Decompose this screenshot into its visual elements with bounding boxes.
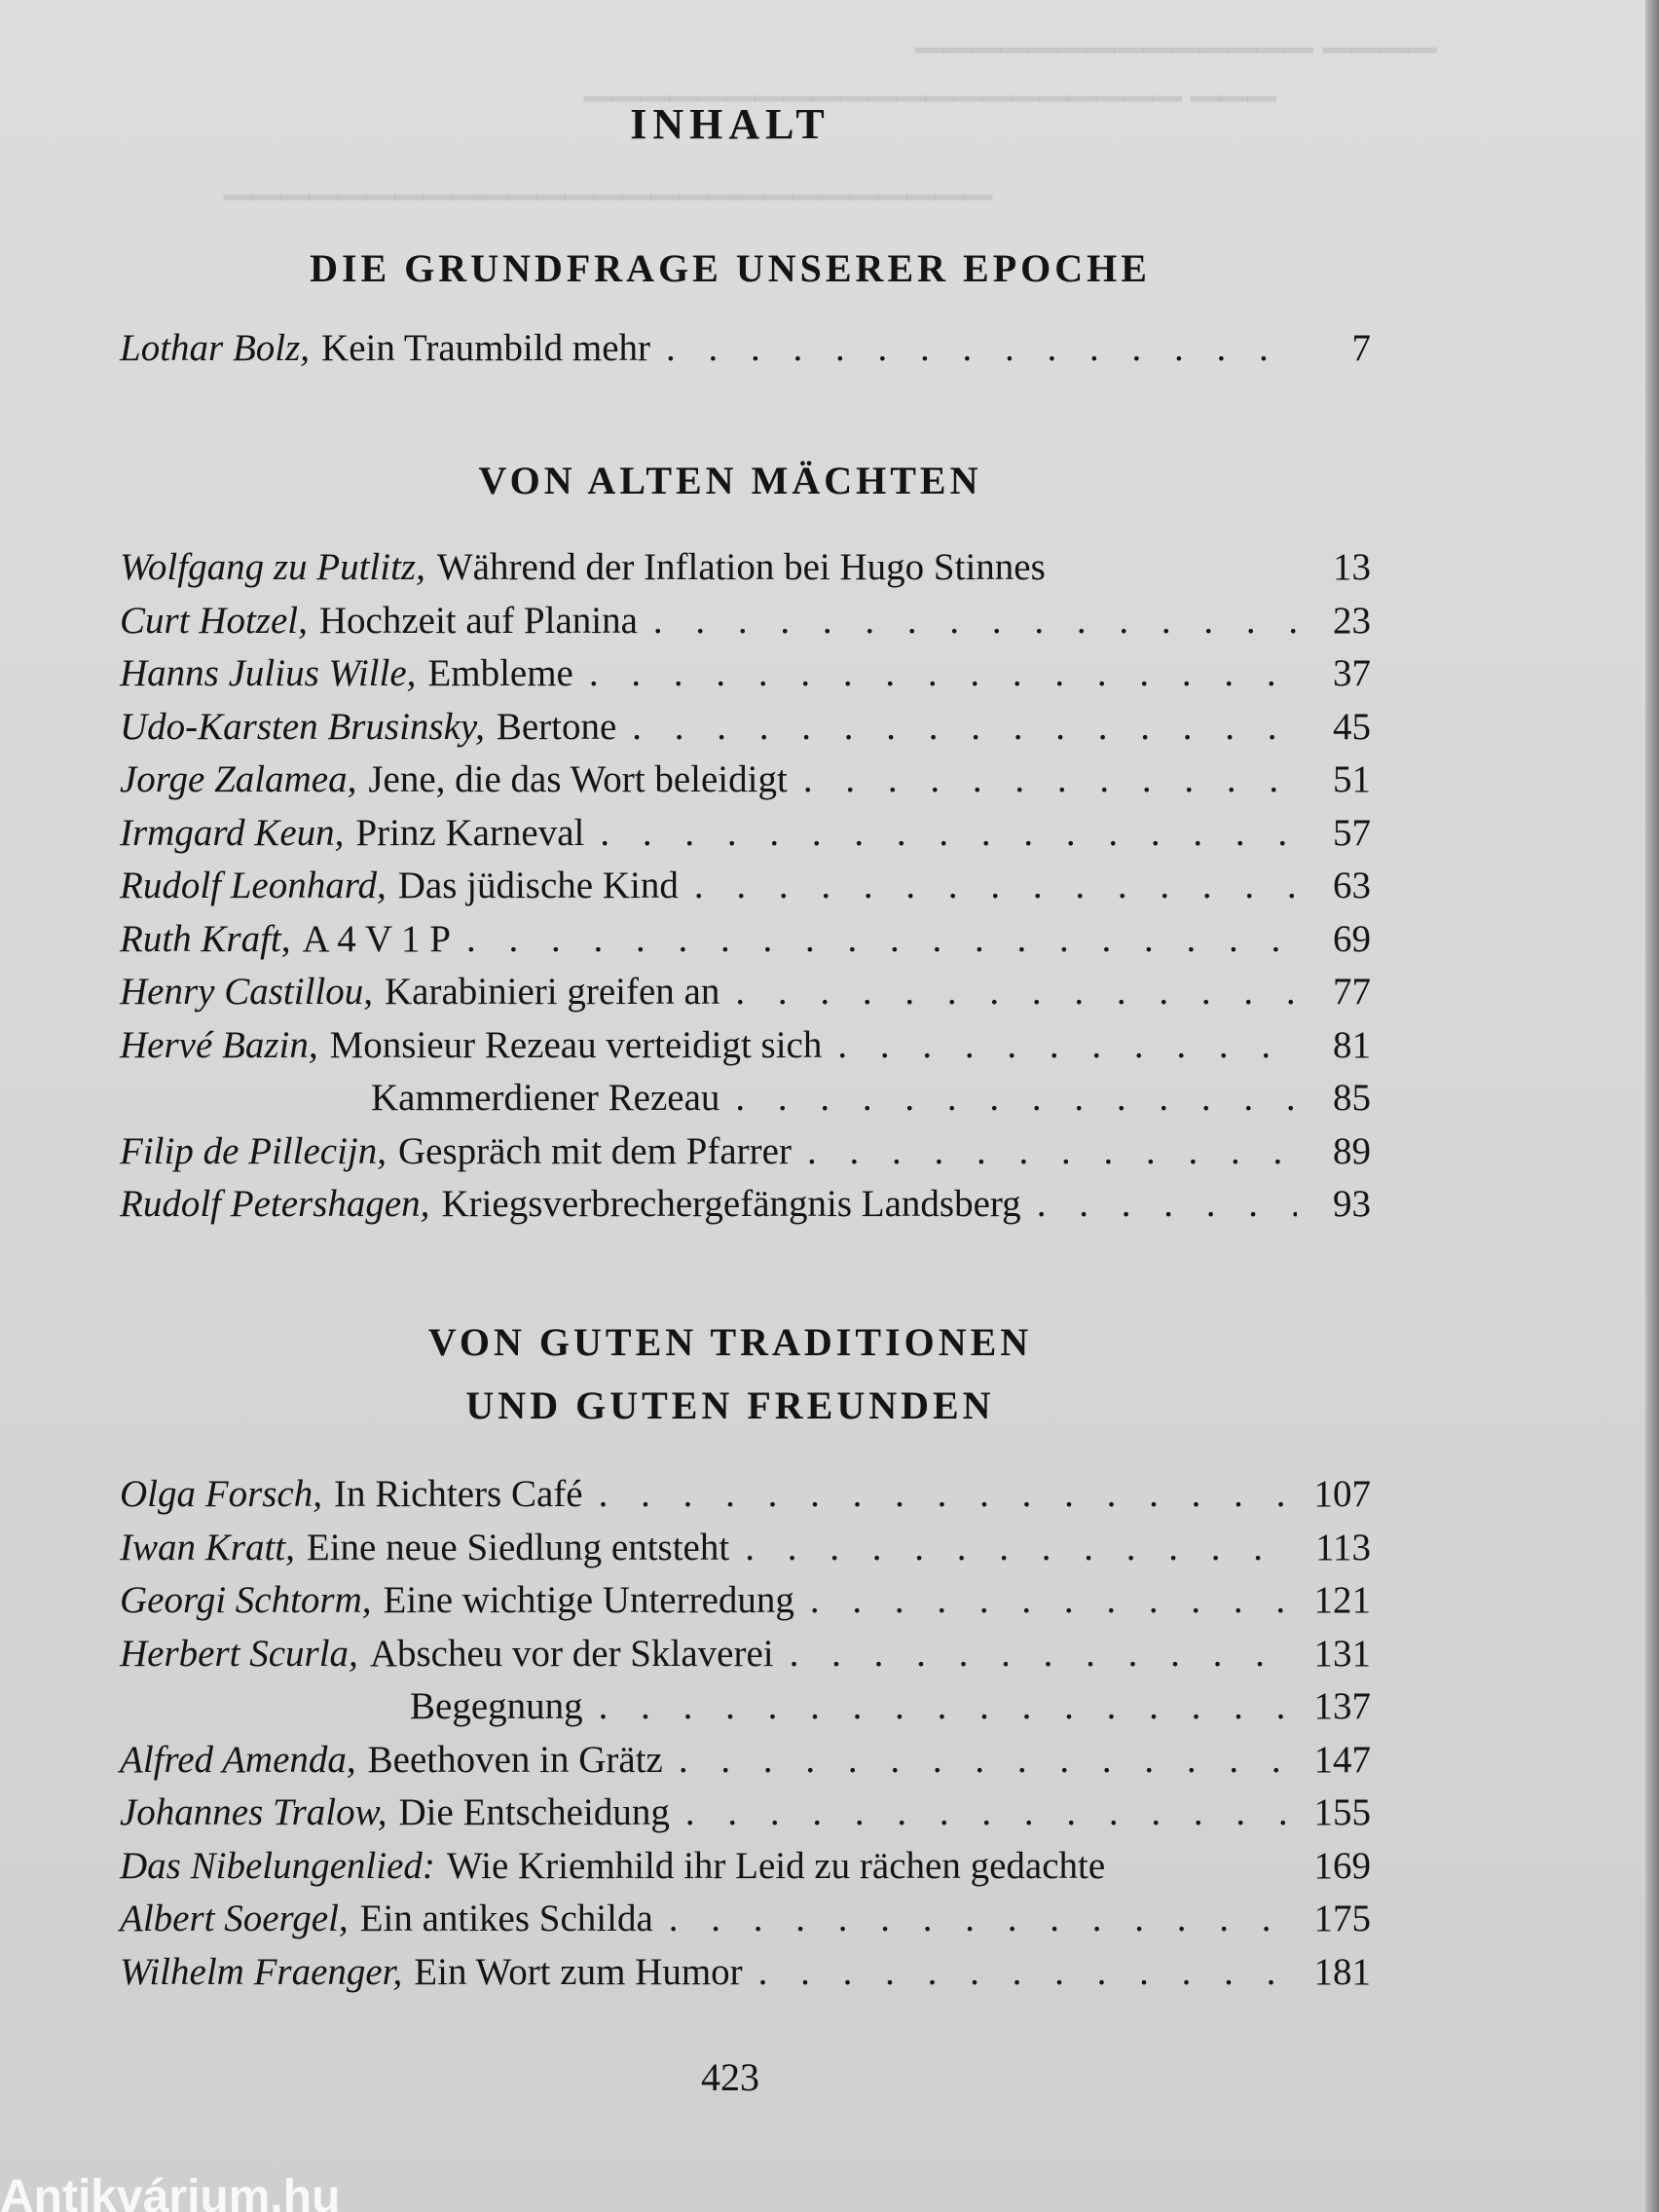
dot-leader bbox=[745, 1526, 1297, 1569]
entry-author: Rudolf Leonhard, bbox=[120, 865, 387, 906]
toc-list bbox=[120, 326, 1371, 380]
toc-list bbox=[120, 1472, 1371, 2003]
entry-page-number: 69 bbox=[1333, 917, 1371, 960]
entry-page-number: 37 bbox=[1333, 652, 1371, 694]
entry-page-number: 147 bbox=[1313, 1738, 1371, 1781]
toc-list bbox=[120, 545, 1371, 1235]
toc-entry[interactable] bbox=[120, 1790, 1371, 1844]
toc-entry[interactable] bbox=[120, 1684, 1371, 1738]
entry-page-number: 107 bbox=[1313, 1473, 1371, 1515]
entry-author: Hanns Julius Wille, bbox=[120, 652, 417, 694]
entry-title: Kein Traumbild mehr bbox=[321, 327, 651, 369]
entry-title: Gespräch mit dem Pfarrer bbox=[398, 1129, 792, 1172]
show-through-decoration: ▔▔▔▔▔▔▔▔▔▔▔▔▔▔▔▔▔▔▔▔▔▔▔▔▔▔▔ bbox=[224, 197, 993, 238]
entry-title: Bertone bbox=[496, 705, 617, 748]
entry-page-number: 181 bbox=[1313, 1950, 1371, 1993]
entry-author: Das Nibelungenlied: bbox=[120, 1844, 435, 1887]
toc-entry[interactable] bbox=[120, 545, 1371, 599]
entry-page-number: 85 bbox=[1333, 1077, 1371, 1119]
dot-leader bbox=[589, 651, 1297, 695]
dot-leader bbox=[632, 705, 1297, 749]
toc-entry[interactable] bbox=[120, 1023, 1371, 1077]
show-through-decoration: ▁▁▁▁▁▁▁▁▁▁▁▁▁▁▁▁▁▁▁▁▁ ▁▁▁ bbox=[584, 60, 1276, 101]
toc-entry[interactable] bbox=[120, 1472, 1371, 1526]
entry-page-number: 77 bbox=[1333, 971, 1371, 1013]
entry-page-number: 81 bbox=[1333, 1023, 1371, 1066]
toc-entry[interactable] bbox=[120, 811, 1371, 865]
toc-entry[interactable] bbox=[120, 1578, 1371, 1632]
toc-entry[interactable] bbox=[120, 705, 1371, 758]
dot-leader bbox=[758, 1950, 1297, 1994]
toc-entry[interactable] bbox=[120, 1129, 1371, 1183]
dot-leader bbox=[803, 757, 1297, 801]
entry-title: Die Entscheidung bbox=[398, 1791, 670, 1833]
entry-author: Hervé Bazin, bbox=[120, 1023, 318, 1066]
entry-page-number: 155 bbox=[1313, 1791, 1371, 1833]
page-edge-shadow bbox=[1645, 0, 1659, 2212]
dot-leader bbox=[837, 1023, 1297, 1067]
dot-leader bbox=[466, 917, 1297, 961]
entry-page-number: 175 bbox=[1313, 1898, 1371, 1939]
entry-author: Jorge Zalamea, bbox=[120, 758, 357, 800]
section-heading-continued: UND GUTEN FREUNDEN bbox=[465, 1383, 995, 1427]
toc-entry[interactable] bbox=[120, 1526, 1371, 1579]
entry-author: Albert Soergel, bbox=[120, 1898, 349, 1939]
dot-leader bbox=[810, 1578, 1297, 1622]
entry-title: A 4 V 1 P bbox=[302, 917, 451, 960]
entry-author: Rudolf Petershagen, bbox=[120, 1183, 430, 1225]
toc-entry[interactable] bbox=[120, 1182, 1371, 1235]
entry-title: Wie Kriemhild ihr Leid zu rächen gedachte bbox=[446, 1844, 1106, 1887]
toc-entry[interactable] bbox=[120, 1738, 1371, 1791]
toc-entry[interactable] bbox=[120, 864, 1371, 917]
entry-author: Alfred Amenda, bbox=[120, 1738, 356, 1781]
entry-author: Henry Castillou, bbox=[120, 971, 373, 1013]
entry-page-number: 63 bbox=[1333, 865, 1371, 906]
dot-leader bbox=[685, 1790, 1297, 1834]
entry-title: Das jüdische Kind bbox=[397, 865, 679, 906]
entry-title: Prinz Karneval bbox=[355, 811, 585, 854]
toc-entry[interactable] bbox=[120, 651, 1371, 705]
dot-leader bbox=[653, 599, 1297, 643]
entry-author: Wilhelm Fraenger, bbox=[120, 1950, 403, 1993]
toc-entry[interactable] bbox=[120, 757, 1371, 811]
dot-leader bbox=[669, 1897, 1297, 1940]
entry-author: Udo-Karsten Brusinsky, bbox=[120, 705, 485, 748]
dot-leader bbox=[694, 864, 1297, 907]
dot-leader bbox=[807, 1129, 1297, 1173]
entry-author: Iwan Kratt, bbox=[120, 1526, 295, 1568]
entry-title: Monsieur Rezeau verteidigt sich bbox=[329, 1023, 823, 1066]
dot-leader bbox=[666, 326, 1297, 370]
watermark: Antikvárium.hu bbox=[0, 2171, 341, 2212]
entry-title: Karabinieri greifen an bbox=[385, 971, 720, 1013]
section-heading: VON GUTEN TRADITIONEN bbox=[427, 1320, 1033, 1364]
entry-title: Während der Inflation bei Hugo Stinnes bbox=[436, 546, 1046, 588]
dot-leader bbox=[735, 1076, 1297, 1120]
entry-author: Wolfgang zu Putlitz, bbox=[120, 546, 425, 588]
entry-page-number: 57 bbox=[1333, 811, 1371, 854]
entry-title: In Richters Café bbox=[334, 1473, 583, 1515]
toc-entry[interactable] bbox=[120, 970, 1371, 1023]
entry-author: Georgi Schtorm, bbox=[120, 1579, 372, 1621]
page-number: 423 bbox=[701, 2055, 759, 2099]
dot-leader bbox=[599, 1472, 1297, 1516]
entry-page-number: 7 bbox=[1351, 327, 1371, 369]
entry-title: Beethoven in Grätz bbox=[367, 1738, 663, 1781]
toc-entry[interactable] bbox=[120, 1844, 1371, 1898]
dot-leader bbox=[600, 811, 1297, 855]
entry-author: Olga Forsch, bbox=[120, 1473, 322, 1515]
section-heading: DIE GRUNDFRAGE UNSERER EPOCHE bbox=[310, 246, 1151, 290]
entry-page-number: 113 bbox=[1314, 1526, 1371, 1568]
entry-author: Ruth Kraft, bbox=[120, 917, 291, 960]
entry-author: Johannes Tralow, bbox=[120, 1791, 387, 1833]
show-through-decoration: ▁▁▁▁▁▁▁▁▁▁▁▁▁▁ ▁▁▁▁ bbox=[915, 12, 1437, 53]
toc-entry[interactable] bbox=[120, 1632, 1371, 1685]
entry-page-number: 121 bbox=[1313, 1579, 1371, 1621]
entry-page-number: 51 bbox=[1333, 758, 1371, 800]
page-title: INHALT bbox=[630, 100, 830, 148]
entry-page-number: 137 bbox=[1313, 1685, 1371, 1727]
entry-title: Eine wichtige Unterredung bbox=[383, 1579, 794, 1621]
dot-leader bbox=[679, 1738, 1297, 1782]
entry-page-number: 93 bbox=[1333, 1183, 1371, 1225]
entry-author: Herbert Scurla, bbox=[120, 1632, 358, 1675]
entry-page-number: 89 bbox=[1333, 1129, 1371, 1172]
entry-title: Jene, die das Wort beleidigt bbox=[368, 758, 788, 800]
entry-page-number: 23 bbox=[1333, 599, 1371, 642]
entry-title: Ein Wort zum Humor bbox=[414, 1950, 743, 1993]
entry-title: Hochzeit auf Planina bbox=[318, 599, 638, 642]
entry-title: Ein antikes Schilda bbox=[359, 1898, 653, 1939]
entry-page-number: 131 bbox=[1313, 1632, 1371, 1675]
toc-entry[interactable] bbox=[120, 1076, 1371, 1129]
toc-entry[interactable] bbox=[120, 1950, 1371, 2004]
entry-author: Filip de Pillecijn, bbox=[120, 1129, 387, 1172]
toc-entry[interactable] bbox=[120, 917, 1371, 971]
entry-title: Eine neue Siedlung entsteht bbox=[306, 1526, 730, 1568]
entry-title: Embleme bbox=[427, 652, 573, 694]
section-heading: VON ALTEN MÄCHTEN bbox=[478, 459, 982, 502]
entry-title: Kriegsverbrechergefängnis Landsberg bbox=[441, 1183, 1021, 1225]
entry-author: Irmgard Keun, bbox=[120, 811, 345, 854]
toc-entry[interactable] bbox=[120, 326, 1371, 380]
dot-leader bbox=[599, 1684, 1297, 1728]
entry-page-number: 13 bbox=[1333, 546, 1371, 588]
dot-leader bbox=[1037, 1182, 1297, 1226]
dot-leader bbox=[735, 970, 1297, 1014]
entry-title: Kammerdiener Rezeau bbox=[371, 1077, 720, 1119]
entry-author: Lothar Bolz, bbox=[120, 327, 311, 369]
entry-page-number: 169 bbox=[1313, 1844, 1371, 1887]
entry-title: Begegnung bbox=[410, 1685, 583, 1727]
toc-entry[interactable] bbox=[120, 599, 1371, 652]
toc-entry[interactable] bbox=[120, 1897, 1371, 1950]
entry-author: Curt Hotzel, bbox=[120, 599, 308, 642]
dot-leader bbox=[790, 1632, 1297, 1676]
entry-page-number: 45 bbox=[1333, 705, 1371, 748]
entry-title: Abscheu vor der Sklaverei bbox=[369, 1632, 774, 1675]
